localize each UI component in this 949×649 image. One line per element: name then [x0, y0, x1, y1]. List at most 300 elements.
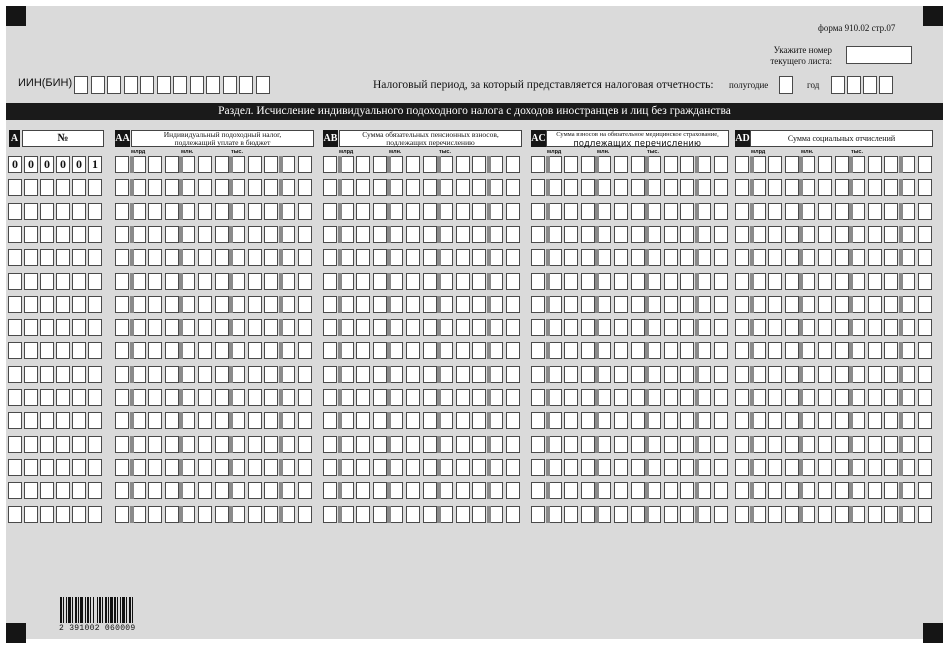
amount-digit-cell[interactable]	[406, 342, 420, 359]
row-number-cell[interactable]	[24, 319, 38, 336]
amount-digit-cell[interactable]	[752, 226, 766, 243]
amount-digit-cell[interactable]	[868, 389, 882, 406]
amount-digit-cell[interactable]	[356, 342, 370, 359]
amount-digit-cell[interactable]	[884, 249, 898, 266]
amount-digit-cell[interactable]	[752, 203, 766, 220]
amount-digit-cell[interactable]	[323, 249, 337, 266]
amount-digit-cell[interactable]	[373, 389, 387, 406]
amount-digit-cell[interactable]	[439, 436, 453, 453]
amount-digit-cell[interactable]	[918, 156, 932, 173]
amount-digit-cell[interactable]	[373, 482, 387, 499]
amount-digit-cell[interactable]	[851, 226, 865, 243]
amount-digit-cell[interactable]	[664, 366, 678, 383]
amount-digit-cell[interactable]	[918, 436, 932, 453]
amount-digit-cell[interactable]	[456, 366, 470, 383]
amount-digit-cell[interactable]	[506, 482, 520, 499]
amount-digit-cell[interactable]	[264, 482, 278, 499]
amount-digit-cell[interactable]	[664, 412, 678, 429]
amount-digit-cell[interactable]	[215, 436, 229, 453]
amount-digit-cell[interactable]	[406, 389, 420, 406]
amount-digit-cell[interactable]	[231, 296, 245, 313]
row-number-cell[interactable]	[24, 273, 38, 290]
amount-digit-cell[interactable]	[801, 412, 815, 429]
amount-digit-cell[interactable]	[298, 226, 312, 243]
amount-digit-cell[interactable]	[884, 366, 898, 383]
amount-digit-cell[interactable]	[356, 459, 370, 476]
amount-digit-cell[interactable]	[456, 273, 470, 290]
amount-digit-cell[interactable]	[647, 249, 661, 266]
amount-digit-cell[interactable]	[564, 156, 578, 173]
amount-digit-cell[interactable]	[647, 482, 661, 499]
amount-digit-cell[interactable]	[132, 459, 146, 476]
amount-digit-cell[interactable]	[115, 366, 129, 383]
amount-digit-cell[interactable]	[489, 389, 503, 406]
row-number-cell[interactable]	[8, 412, 22, 429]
amount-digit-cell[interactable]	[215, 203, 229, 220]
amount-digit-cell[interactable]	[373, 179, 387, 196]
amount-digit-cell[interactable]	[901, 156, 915, 173]
amount-digit-cell[interactable]	[472, 366, 486, 383]
amount-digit-cell[interactable]	[785, 482, 799, 499]
amount-digit-cell[interactable]	[664, 226, 678, 243]
amount-digit-cell[interactable]	[680, 459, 694, 476]
amount-digit-cell[interactable]	[918, 366, 932, 383]
amount-digit-cell[interactable]	[714, 156, 728, 173]
amount-digit-cell[interactable]	[785, 226, 799, 243]
amount-digit-cell[interactable]	[531, 459, 545, 476]
amount-digit-cell[interactable]	[489, 156, 503, 173]
row-number-cell[interactable]: 0	[8, 156, 22, 173]
amount-digit-cell[interactable]	[901, 203, 915, 220]
amount-digit-cell[interactable]	[456, 319, 470, 336]
amount-digit-cell[interactable]	[340, 366, 354, 383]
amount-digit-cell[interactable]	[851, 389, 865, 406]
row-number-cell[interactable]	[24, 249, 38, 266]
amount-digit-cell[interactable]	[735, 389, 749, 406]
amount-digit-cell[interactable]	[264, 366, 278, 383]
row-number-cell[interactable]	[72, 273, 86, 290]
amount-digit-cell[interactable]	[165, 412, 179, 429]
row-number-cell[interactable]: 0	[56, 156, 70, 173]
amount-digit-cell[interactable]	[564, 389, 578, 406]
amount-digit-cell[interactable]	[198, 482, 212, 499]
amount-digit-cell[interactable]	[181, 412, 195, 429]
amount-digit-cell[interactable]	[735, 296, 749, 313]
amount-digit-cell[interactable]	[489, 203, 503, 220]
amount-digit-cell[interactable]	[406, 482, 420, 499]
amount-digit-cell[interactable]	[198, 203, 212, 220]
amount-digit-cell[interactable]	[198, 249, 212, 266]
amount-digit-cell[interactable]	[918, 482, 932, 499]
amount-digit-cell[interactable]	[818, 296, 832, 313]
amount-digit-cell[interactable]	[148, 459, 162, 476]
amount-digit-cell[interactable]	[581, 366, 595, 383]
amount-digit-cell[interactable]	[472, 436, 486, 453]
amount-digit-cell[interactable]	[768, 179, 782, 196]
amount-digit-cell[interactable]	[165, 389, 179, 406]
amount-digit-cell[interactable]	[406, 436, 420, 453]
amount-digit-cell[interactable]	[631, 273, 645, 290]
amount-digit-cell[interactable]	[389, 366, 403, 383]
amount-digit-cell[interactable]	[631, 296, 645, 313]
amount-digit-cell[interactable]	[631, 366, 645, 383]
amount-digit-cell[interactable]	[132, 226, 146, 243]
amount-digit-cell[interactable]	[597, 273, 611, 290]
amount-digit-cell[interactable]	[835, 319, 849, 336]
amount-digit-cell[interactable]	[281, 249, 295, 266]
amount-digit-cell[interactable]	[801, 342, 815, 359]
row-number-cell[interactable]	[8, 459, 22, 476]
amount-digit-cell[interactable]	[132, 366, 146, 383]
amount-digit-cell[interactable]	[165, 366, 179, 383]
amount-digit-cell[interactable]	[198, 506, 212, 523]
amount-digit-cell[interactable]	[389, 506, 403, 523]
amount-digit-cell[interactable]	[597, 389, 611, 406]
amount-digit-cell[interactable]	[918, 389, 932, 406]
amount-digit-cell[interactable]	[901, 459, 915, 476]
amount-digit-cell[interactable]	[868, 412, 882, 429]
amount-digit-cell[interactable]	[148, 366, 162, 383]
amount-digit-cell[interactable]	[581, 389, 595, 406]
amount-digit-cell[interactable]	[231, 342, 245, 359]
amount-digit-cell[interactable]	[548, 156, 562, 173]
amount-digit-cell[interactable]	[735, 179, 749, 196]
amount-digit-cell[interactable]	[340, 203, 354, 220]
amount-digit-cell[interactable]	[148, 482, 162, 499]
amount-digit-cell[interactable]	[631, 319, 645, 336]
amount-digit-cell[interactable]	[323, 412, 337, 429]
amount-digit-cell[interactable]	[181, 342, 195, 359]
amount-digit-cell[interactable]	[564, 366, 578, 383]
amount-digit-cell[interactable]	[472, 203, 486, 220]
amount-digit-cell[interactable]	[564, 319, 578, 336]
row-number-cell[interactable]	[24, 459, 38, 476]
amount-digit-cell[interactable]	[373, 273, 387, 290]
amount-digit-cell[interactable]	[506, 389, 520, 406]
amount-digit-cell[interactable]	[132, 436, 146, 453]
row-number-cell[interactable]	[24, 179, 38, 196]
amount-digit-cell[interactable]	[714, 366, 728, 383]
amount-digit-cell[interactable]	[768, 389, 782, 406]
amount-digit-cell[interactable]	[231, 319, 245, 336]
amount-digit-cell[interactable]	[264, 273, 278, 290]
amount-digit-cell[interactable]	[901, 296, 915, 313]
amount-digit-cell[interactable]	[373, 203, 387, 220]
amount-digit-cell[interactable]	[456, 156, 470, 173]
amount-digit-cell[interactable]	[735, 482, 749, 499]
row-number-cell[interactable]	[24, 226, 38, 243]
amount-digit-cell[interactable]	[323, 156, 337, 173]
amount-digit-cell[interactable]	[714, 179, 728, 196]
amount-digit-cell[interactable]	[356, 366, 370, 383]
amount-digit-cell[interactable]	[356, 249, 370, 266]
amount-digit-cell[interactable]	[581, 296, 595, 313]
amount-digit-cell[interactable]	[423, 156, 437, 173]
amount-digit-cell[interactable]	[198, 389, 212, 406]
amount-digit-cell[interactable]	[835, 342, 849, 359]
amount-digit-cell[interactable]	[439, 203, 453, 220]
amount-digit-cell[interactable]	[439, 319, 453, 336]
amount-digit-cell[interactable]	[768, 436, 782, 453]
row-number-cell[interactable]	[40, 249, 54, 266]
amount-digit-cell[interactable]	[506, 226, 520, 243]
amount-digit-cell[interactable]	[215, 459, 229, 476]
amount-digit-cell[interactable]	[564, 459, 578, 476]
amount-digit-cell[interactable]	[768, 156, 782, 173]
amount-digit-cell[interactable]	[664, 389, 678, 406]
row-number-cell[interactable]	[56, 506, 70, 523]
amount-digit-cell[interactable]	[439, 506, 453, 523]
amount-digit-cell[interactable]	[181, 156, 195, 173]
amount-digit-cell[interactable]	[340, 459, 354, 476]
amount-digit-cell[interactable]	[785, 179, 799, 196]
row-number-cell[interactable]	[40, 203, 54, 220]
amount-digit-cell[interactable]	[735, 366, 749, 383]
amount-digit-cell[interactable]	[548, 203, 562, 220]
row-number-cell[interactable]	[88, 249, 102, 266]
amount-digit-cell[interactable]	[835, 389, 849, 406]
amount-digit-cell[interactable]	[735, 436, 749, 453]
amount-digit-cell[interactable]	[423, 179, 437, 196]
iin-digit-cell[interactable]	[190, 76, 204, 94]
amount-digit-cell[interactable]	[614, 506, 628, 523]
amount-digit-cell[interactable]	[785, 249, 799, 266]
amount-digit-cell[interactable]	[115, 506, 129, 523]
amount-digit-cell[interactable]	[148, 249, 162, 266]
amount-digit-cell[interactable]	[181, 482, 195, 499]
amount-digit-cell[interactable]	[298, 296, 312, 313]
amount-digit-cell[interactable]	[680, 482, 694, 499]
amount-digit-cell[interactable]	[373, 506, 387, 523]
amount-digit-cell[interactable]	[818, 412, 832, 429]
amount-digit-cell[interactable]	[680, 179, 694, 196]
amount-digit-cell[interactable]	[801, 226, 815, 243]
amount-digit-cell[interactable]	[835, 156, 849, 173]
amount-digit-cell[interactable]	[423, 506, 437, 523]
amount-digit-cell[interactable]	[165, 342, 179, 359]
amount-digit-cell[interactable]	[248, 273, 262, 290]
amount-digit-cell[interactable]	[472, 156, 486, 173]
amount-digit-cell[interactable]	[647, 506, 661, 523]
amount-digit-cell[interactable]	[884, 482, 898, 499]
amount-digit-cell[interactable]	[614, 273, 628, 290]
row-number-cell[interactable]	[8, 226, 22, 243]
amount-digit-cell[interactable]	[851, 366, 865, 383]
amount-digit-cell[interactable]	[281, 482, 295, 499]
row-number-cell[interactable]	[24, 389, 38, 406]
amount-digit-cell[interactable]	[389, 249, 403, 266]
amount-digit-cell[interactable]	[423, 296, 437, 313]
amount-digit-cell[interactable]	[680, 342, 694, 359]
amount-digit-cell[interactable]	[472, 389, 486, 406]
amount-digit-cell[interactable]	[264, 249, 278, 266]
amount-digit-cell[interactable]	[148, 156, 162, 173]
amount-digit-cell[interactable]	[697, 389, 711, 406]
amount-digit-cell[interactable]	[115, 342, 129, 359]
amount-digit-cell[interactable]	[215, 273, 229, 290]
amount-digit-cell[interactable]	[531, 249, 545, 266]
amount-digit-cell[interactable]	[564, 506, 578, 523]
amount-digit-cell[interactable]	[548, 366, 562, 383]
iin-digit-cell[interactable]	[74, 76, 88, 94]
amount-digit-cell[interactable]	[181, 389, 195, 406]
amount-digit-cell[interactable]	[697, 412, 711, 429]
amount-digit-cell[interactable]	[115, 319, 129, 336]
amount-digit-cell[interactable]	[531, 436, 545, 453]
amount-digit-cell[interactable]	[752, 319, 766, 336]
amount-digit-cell[interactable]	[785, 273, 799, 290]
row-number-cell[interactable]	[56, 459, 70, 476]
amount-digit-cell[interactable]	[884, 342, 898, 359]
amount-digit-cell[interactable]	[680, 412, 694, 429]
amount-digit-cell[interactable]	[680, 156, 694, 173]
amount-digit-cell[interactable]	[356, 179, 370, 196]
amount-digit-cell[interactable]	[614, 342, 628, 359]
amount-digit-cell[interactable]	[340, 273, 354, 290]
amount-digit-cell[interactable]	[647, 389, 661, 406]
amount-digit-cell[interactable]	[851, 412, 865, 429]
amount-digit-cell[interactable]	[697, 506, 711, 523]
amount-digit-cell[interactable]	[664, 249, 678, 266]
amount-digit-cell[interactable]	[680, 319, 694, 336]
row-number-cell[interactable]	[40, 482, 54, 499]
amount-digit-cell[interactable]	[456, 506, 470, 523]
amount-digit-cell[interactable]	[735, 412, 749, 429]
amount-digit-cell[interactable]	[215, 389, 229, 406]
amount-digit-cell[interactable]	[132, 203, 146, 220]
amount-digit-cell[interactable]	[768, 412, 782, 429]
amount-digit-cell[interactable]	[714, 203, 728, 220]
amount-digit-cell[interactable]	[198, 366, 212, 383]
amount-digit-cell[interactable]	[835, 506, 849, 523]
amount-digit-cell[interactable]	[148, 506, 162, 523]
amount-digit-cell[interactable]	[680, 203, 694, 220]
amount-digit-cell[interactable]	[918, 179, 932, 196]
amount-digit-cell[interactable]	[597, 366, 611, 383]
amount-digit-cell[interactable]	[439, 179, 453, 196]
row-number-cell[interactable]	[72, 319, 86, 336]
amount-digit-cell[interactable]	[818, 436, 832, 453]
year-digit-cell[interactable]	[831, 76, 845, 94]
amount-digit-cell[interactable]	[531, 412, 545, 429]
row-number-cell[interactable]	[40, 436, 54, 453]
amount-digit-cell[interactable]	[884, 436, 898, 453]
amount-digit-cell[interactable]	[735, 249, 749, 266]
row-number-cell[interactable]	[8, 273, 22, 290]
amount-digit-cell[interactable]	[231, 506, 245, 523]
amount-digit-cell[interactable]	[115, 459, 129, 476]
amount-digit-cell[interactable]	[373, 412, 387, 429]
amount-digit-cell[interactable]	[298, 249, 312, 266]
amount-digit-cell[interactable]	[389, 179, 403, 196]
amount-digit-cell[interactable]	[231, 249, 245, 266]
row-number-cell[interactable]	[72, 296, 86, 313]
amount-digit-cell[interactable]	[714, 506, 728, 523]
amount-digit-cell[interactable]	[868, 482, 882, 499]
amount-digit-cell[interactable]	[456, 389, 470, 406]
amount-digit-cell[interactable]	[835, 436, 849, 453]
amount-digit-cell[interactable]	[818, 319, 832, 336]
amount-digit-cell[interactable]	[884, 506, 898, 523]
amount-digit-cell[interactable]	[631, 203, 645, 220]
amount-digit-cell[interactable]	[752, 389, 766, 406]
amount-digit-cell[interactable]	[132, 179, 146, 196]
amount-digit-cell[interactable]	[132, 342, 146, 359]
amount-digit-cell[interactable]	[785, 459, 799, 476]
amount-digit-cell[interactable]	[752, 459, 766, 476]
amount-digit-cell[interactable]	[231, 389, 245, 406]
amount-digit-cell[interactable]	[714, 412, 728, 429]
amount-digit-cell[interactable]	[801, 203, 815, 220]
amount-digit-cell[interactable]	[918, 459, 932, 476]
amount-digit-cell[interactable]	[818, 179, 832, 196]
amount-digit-cell[interactable]	[735, 319, 749, 336]
amount-digit-cell[interactable]	[264, 156, 278, 173]
amount-digit-cell[interactable]	[868, 319, 882, 336]
row-number-cell[interactable]	[88, 226, 102, 243]
amount-digit-cell[interactable]	[231, 203, 245, 220]
amount-digit-cell[interactable]	[472, 226, 486, 243]
amount-digit-cell[interactable]	[735, 273, 749, 290]
amount-digit-cell[interactable]	[664, 506, 678, 523]
amount-digit-cell[interactable]	[647, 342, 661, 359]
amount-digit-cell[interactable]	[680, 226, 694, 243]
amount-digit-cell[interactable]	[423, 249, 437, 266]
amount-digit-cell[interactable]	[851, 319, 865, 336]
amount-digit-cell[interactable]	[231, 179, 245, 196]
amount-digit-cell[interactable]	[456, 459, 470, 476]
amount-digit-cell[interactable]	[785, 156, 799, 173]
amount-digit-cell[interactable]	[506, 342, 520, 359]
amount-digit-cell[interactable]	[564, 273, 578, 290]
amount-digit-cell[interactable]	[801, 436, 815, 453]
amount-digit-cell[interactable]	[356, 389, 370, 406]
amount-digit-cell[interactable]	[406, 156, 420, 173]
amount-digit-cell[interactable]	[340, 156, 354, 173]
amount-digit-cell[interactable]	[248, 203, 262, 220]
amount-digit-cell[interactable]	[548, 342, 562, 359]
amount-digit-cell[interactable]	[115, 412, 129, 429]
row-number-cell[interactable]	[24, 203, 38, 220]
amount-digit-cell[interactable]	[680, 273, 694, 290]
row-number-cell[interactable]	[72, 226, 86, 243]
row-number-cell[interactable]	[24, 436, 38, 453]
amount-digit-cell[interactable]	[215, 296, 229, 313]
amount-digit-cell[interactable]	[248, 179, 262, 196]
amount-digit-cell[interactable]	[181, 459, 195, 476]
amount-digit-cell[interactable]	[884, 389, 898, 406]
amount-digit-cell[interactable]	[564, 342, 578, 359]
amount-digit-cell[interactable]	[115, 482, 129, 499]
amount-digit-cell[interactable]	[884, 296, 898, 313]
amount-digit-cell[interactable]	[148, 226, 162, 243]
amount-digit-cell[interactable]	[901, 482, 915, 499]
year-digit-cell[interactable]	[879, 76, 893, 94]
amount-digit-cell[interactable]	[181, 506, 195, 523]
amount-digit-cell[interactable]	[198, 412, 212, 429]
amount-digit-cell[interactable]	[323, 506, 337, 523]
amount-digit-cell[interactable]	[752, 366, 766, 383]
row-number-cell[interactable]	[8, 319, 22, 336]
amount-digit-cell[interactable]	[614, 203, 628, 220]
amount-digit-cell[interactable]	[439, 389, 453, 406]
row-number-cell[interactable]	[88, 342, 102, 359]
amount-digit-cell[interactable]	[851, 179, 865, 196]
amount-digit-cell[interactable]	[714, 436, 728, 453]
amount-digit-cell[interactable]	[340, 249, 354, 266]
amount-digit-cell[interactable]	[631, 412, 645, 429]
amount-digit-cell[interactable]	[918, 249, 932, 266]
